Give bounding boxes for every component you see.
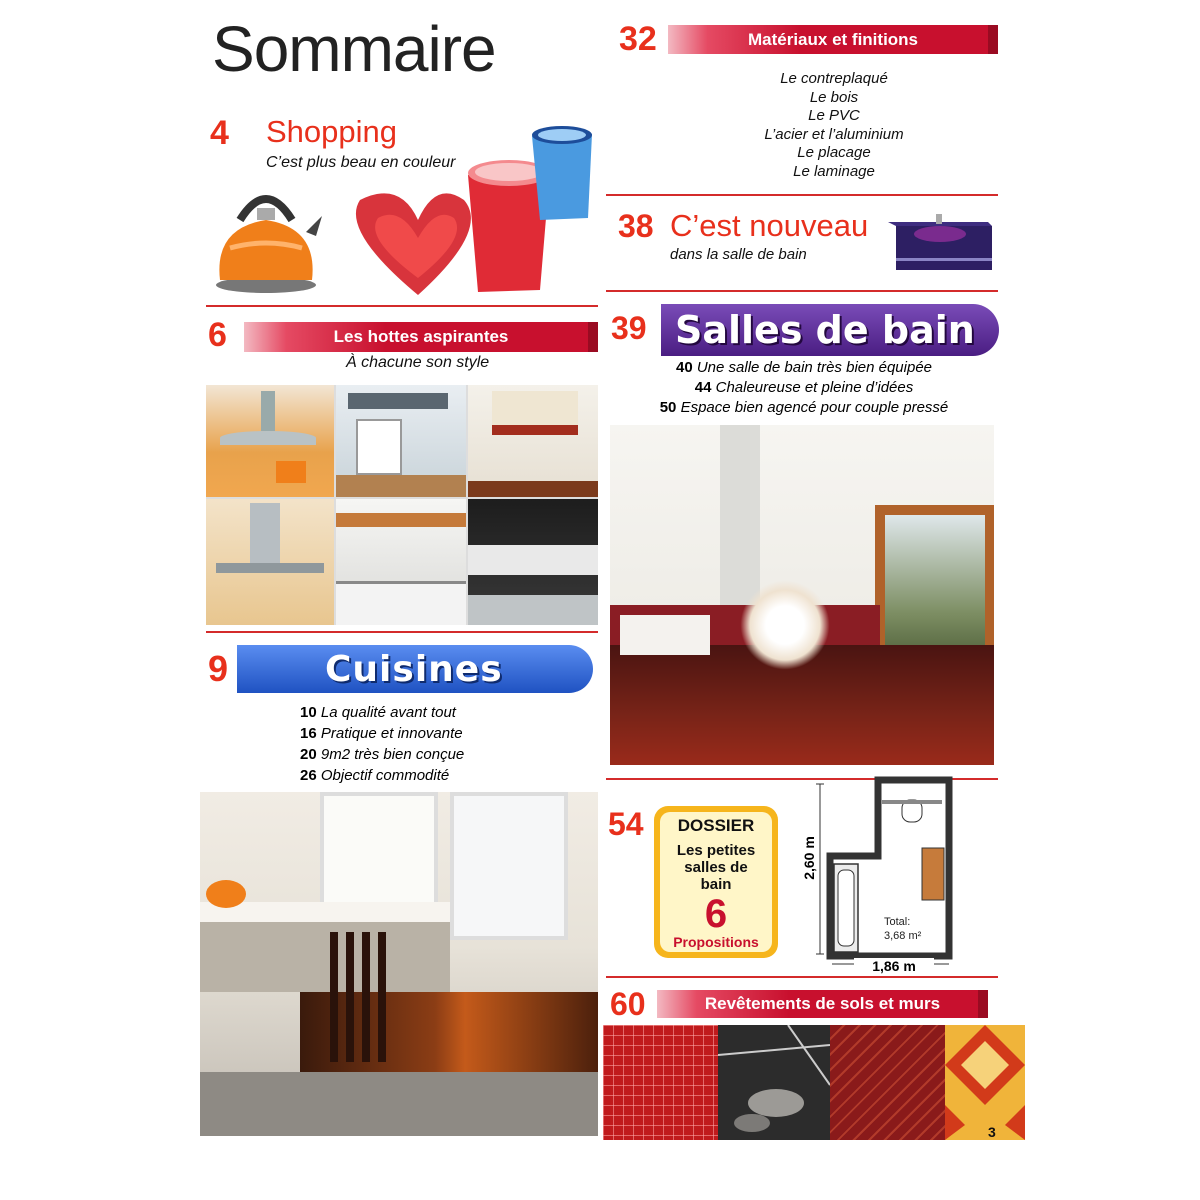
revetements-page-number[interactable]: 60 <box>610 986 646 1022</box>
list-item-label: 9m2 très bien conçue <box>320 746 465 763</box>
floor-plan <box>801 774 964 974</box>
list-item[interactable] <box>300 723 520 744</box>
dossier-page-number[interactable]: 54 <box>608 806 644 842</box>
floor-plan-drawing <box>804 774 964 974</box>
hoods-collage <box>206 385 598 625</box>
list-item-page: 44 <box>694 379 712 396</box>
list-item[interactable]: Le laminage <box>793 162 875 180</box>
list-item-page: 20 <box>300 746 317 763</box>
list-item-label: Pratique et innovante <box>320 725 463 742</box>
hottes-title: Les hottes aspirantes <box>333 327 509 346</box>
hood-photo-6 <box>468 499 598 625</box>
list-item-label: Espace bien agencé pour couple pressé <box>680 399 949 416</box>
dossier-card[interactable] <box>654 806 778 958</box>
kettle-image <box>216 199 322 293</box>
list-item[interactable] <box>300 765 520 786</box>
list-item[interactable] <box>300 744 520 765</box>
salles-title: Salles de bain <box>675 308 975 352</box>
plan-height-label: 2,60 m <box>801 836 817 880</box>
tile-swatch-slate-pebbles <box>718 1025 830 1140</box>
nouveau-title[interactable]: C’est nouveau <box>670 208 869 243</box>
cuisines-page-number[interactable]: 9 <box>208 648 229 689</box>
cuisines-title-bar[interactable] <box>237 645 593 693</box>
list-item[interactable] <box>610 358 998 378</box>
page-number: 3 <box>988 1124 996 1140</box>
dossier-count-label: Propositions <box>673 934 759 950</box>
list-item-page: 10 <box>300 704 317 721</box>
plan-width-label: 1,86 m <box>854 958 934 974</box>
list-item-page: 16 <box>300 725 317 742</box>
shopping-page-number[interactable]: 4 <box>210 114 229 152</box>
list-item[interactable]: Le bois <box>809 88 859 106</box>
hood-photo-2 <box>336 385 466 497</box>
nouveau-page-number[interactable]: 38 <box>618 208 654 244</box>
divider <box>206 305 598 307</box>
list-item-page: 26 <box>300 767 317 784</box>
list-item-page: 40 <box>675 359 693 376</box>
dossier-label: DOSSIER <box>677 816 755 835</box>
hottes-subtitle: À chacune son style <box>346 354 490 371</box>
materiaux-page-number[interactable]: 32 <box>619 20 657 58</box>
shopping-products-image <box>210 120 600 305</box>
hottes-page-number[interactable]: 6 <box>208 316 227 354</box>
list-item[interactable] <box>610 378 998 398</box>
tile-swatch-red-mosaic <box>603 1025 718 1140</box>
list-item-label: Une salle de bain très bien équipée <box>696 359 933 376</box>
revetements-title-bar[interactable] <box>657 990 988 1018</box>
cuisines-list <box>300 702 520 786</box>
dossier-subtitle: Les petites salles de bain <box>676 842 756 893</box>
hottes-title-bar[interactable] <box>244 322 598 352</box>
list-item-page: 50 <box>659 399 677 416</box>
cuisines-title: Cuisines <box>325 648 503 690</box>
list-item-label: Objectif commodité <box>320 767 450 784</box>
shopping-title[interactable]: Shopping <box>266 114 398 149</box>
bathroom-photo <box>610 425 994 765</box>
list-item[interactable]: Le contreplaqué <box>780 70 888 87</box>
list-item[interactable]: Le placage <box>797 144 871 161</box>
hood-photo-1 <box>206 385 334 497</box>
hood-photo-4 <box>206 499 334 625</box>
salles-page-number[interactable]: 39 <box>611 310 647 346</box>
dossier-count: 6 <box>704 892 728 936</box>
list-item[interactable]: Le PVC <box>808 107 860 124</box>
plan-total-value: 3,68 m² <box>884 930 922 942</box>
materiaux-list <box>700 70 968 181</box>
tile-swatch-wood-stripes <box>830 1025 945 1140</box>
tile-swatch-harlequin <box>945 1025 1025 1140</box>
revetements-title: Revêtements de sols et murs <box>704 994 941 1013</box>
salles-list <box>610 358 998 418</box>
list-item[interactable] <box>300 702 520 723</box>
vanity-basin-image <box>888 212 996 274</box>
kitchen-photo <box>200 792 598 1136</box>
shopping-subtitle: C’est plus beau en couleur <box>266 154 456 171</box>
plan-total-label: Total: <box>884 916 911 928</box>
blue-cup-image <box>532 126 592 220</box>
heart-mold-image <box>356 193 471 295</box>
salles-title-bar[interactable] <box>661 304 999 356</box>
nouveau-subtitle: dans la salle de bain <box>670 246 807 263</box>
list-item[interactable]: L’acier et l’aluminium <box>764 125 904 143</box>
divider <box>206 631 598 633</box>
page-title: Sommaire <box>212 13 496 85</box>
divider <box>606 290 998 292</box>
list-item[interactable] <box>610 398 998 418</box>
materiaux-title-bar[interactable] <box>668 25 998 54</box>
list-item-label: La qualité avant tout <box>320 704 456 721</box>
hood-photo-3 <box>468 385 598 497</box>
list-item-label: Chaleureuse et pleine d’idées <box>715 379 914 396</box>
materiaux-title: Matériaux et finitions <box>747 29 919 49</box>
divider <box>606 194 998 196</box>
hood-photo-5 <box>336 499 466 625</box>
divider <box>606 976 998 978</box>
